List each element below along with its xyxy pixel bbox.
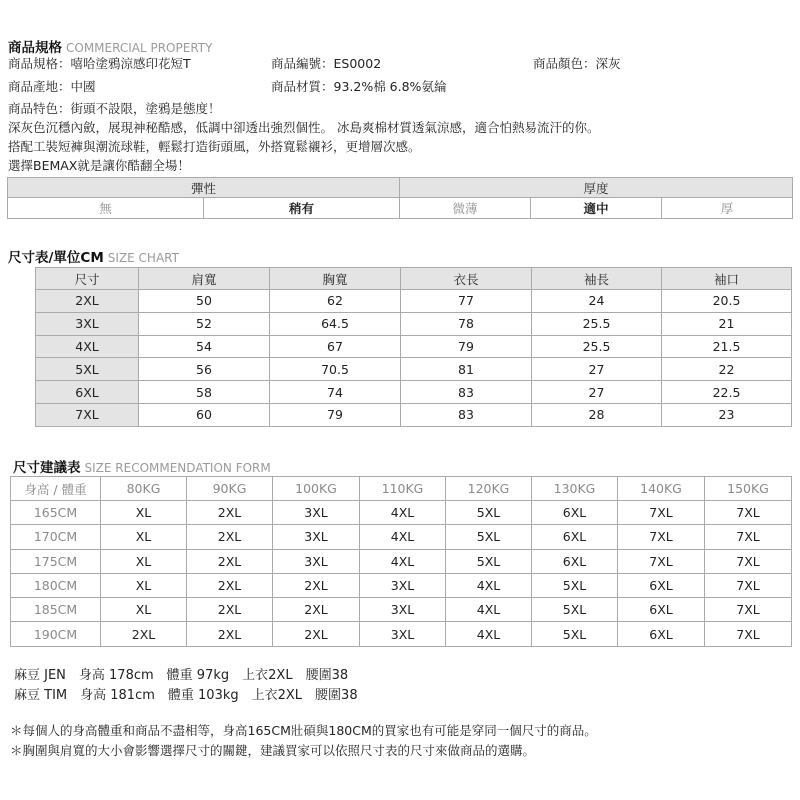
recommended-size: 2XL	[187, 573, 273, 597]
size-label: 5XL	[36, 358, 139, 381]
model-weight: 體重 103kg	[167, 688, 239, 703]
model-top: 上衣2XL	[242, 668, 293, 683]
notes	[10, 721, 597, 761]
recommend-header: 150KG	[705, 477, 792, 501]
size-chart-header: 衣長	[401, 268, 532, 290]
model-row	[14, 666, 358, 686]
property-feature: 商品特色：街頭不設限，塗鴉是態度！	[8, 101, 221, 116]
size-chart-title: 尺寸表/單位CM	[8, 250, 104, 266]
model-waist: 腰圍38	[315, 688, 358, 703]
recommended-size: 2XL	[101, 622, 187, 646]
size-value: 83	[401, 381, 532, 404]
size-value: 78	[401, 312, 532, 335]
size-chart-header: 袖長	[532, 268, 662, 290]
recommended-size: 7XL	[618, 549, 705, 573]
property-origin: 商品產地：中國	[8, 79, 96, 94]
recommended-size: 5XL	[446, 501, 532, 525]
size-chart-row	[36, 312, 792, 335]
thickness-header: 厚度	[400, 178, 793, 198]
size-value: 81	[401, 358, 532, 381]
recommend-title: 尺寸建議表	[13, 460, 81, 476]
size-value: 27	[532, 381, 662, 404]
size-chart-subtitle: SIZE CHART	[107, 251, 179, 265]
recommended-size: 2XL	[273, 622, 360, 646]
size-label: 6XL	[36, 381, 139, 404]
recommended-size: XL	[101, 501, 187, 525]
recommend-heading	[13, 456, 271, 476]
size-value: 21.5	[662, 335, 792, 358]
size-value: 54	[139, 335, 270, 358]
recommend-table	[10, 476, 792, 647]
recommended-size: 7XL	[705, 598, 792, 622]
recommended-size: 4XL	[360, 525, 446, 549]
model-row	[14, 686, 358, 706]
size-chart-row	[36, 381, 792, 404]
recommended-size: 5XL	[532, 598, 618, 622]
size-value: 27	[532, 358, 662, 381]
recommended-size: 7XL	[705, 501, 792, 525]
recommended-size: 3XL	[273, 549, 360, 573]
property-desc-2: 搭配工裝短褲與潮流球鞋，輕鬆打造街頭風，外搭寬鬆襯衫，更增層次感。	[8, 139, 421, 154]
recommend-header-row	[11, 477, 792, 501]
recommend-row	[11, 573, 792, 597]
recommended-size: 4XL	[360, 501, 446, 525]
size-value: 67	[270, 335, 401, 358]
recommend-header: 90KG	[187, 477, 273, 501]
size-label: 3XL	[36, 312, 139, 335]
model-list	[14, 666, 358, 706]
recommended-size: XL	[101, 573, 187, 597]
recommended-size: 3XL	[360, 622, 446, 646]
recommended-size: XL	[101, 525, 187, 549]
size-chart-header: 袖口	[662, 268, 792, 290]
recommended-size: 4XL	[446, 573, 532, 597]
recommended-size: 6XL	[532, 549, 618, 573]
recommended-size: 7XL	[705, 525, 792, 549]
model-height: 身高 181cm	[80, 688, 155, 703]
size-label: 7XL	[36, 403, 139, 426]
recommend-header: 100KG	[273, 477, 360, 501]
recommend-row	[11, 549, 792, 573]
recommended-size: 3XL	[360, 598, 446, 622]
thickness-option: 微薄	[400, 198, 531, 219]
recommended-size: 5XL	[532, 622, 618, 646]
size-chart-row	[36, 403, 792, 426]
recommend-row	[11, 525, 792, 549]
recommend-header: 110KG	[360, 477, 446, 501]
model-weight: 體重 97kg	[166, 668, 230, 683]
elasticity-option: 無	[8, 198, 204, 219]
property-color: 商品顏色：深灰	[533, 56, 621, 71]
size-value: 79	[401, 335, 532, 358]
property-subtitle: COMMERCIAL PROPERTY	[66, 41, 213, 55]
size-value: 50	[139, 290, 270, 313]
size-value: 56	[139, 358, 270, 381]
recommend-row	[11, 501, 792, 525]
size-value: 64.5	[270, 312, 401, 335]
recommended-size: 2XL	[187, 501, 273, 525]
property-spec: 商品規格：嘻哈塗鴉涼感印花短T	[8, 56, 191, 71]
recommended-size: 3XL	[273, 525, 360, 549]
size-chart-row	[36, 335, 792, 358]
recommend-header: 140KG	[618, 477, 705, 501]
recommended-size: 6XL	[532, 501, 618, 525]
size-value: 79	[270, 403, 401, 426]
recommended-size: 2XL	[273, 573, 360, 597]
size-chart-row	[36, 290, 792, 313]
size-value: 58	[139, 381, 270, 404]
height-label: 175CM	[11, 549, 101, 573]
size-label: 4XL	[36, 335, 139, 358]
height-label: 165CM	[11, 501, 101, 525]
note-line: ＊每個人的身高體重和商品不盡相等，身高165CM壯碩與180CM的買家也有可能是穿同一個尺寸的商品。	[10, 723, 597, 738]
size-value: 74	[270, 381, 401, 404]
recommended-size: 7XL	[618, 501, 705, 525]
property-section	[8, 36, 212, 56]
recommend-subtitle: SIZE RECOMMENDATION FORM	[84, 461, 271, 475]
thickness-option: 厚	[662, 198, 793, 219]
height-label: 185CM	[11, 598, 101, 622]
recommended-size: 5XL	[446, 525, 532, 549]
recommend-header: 身高 / 體重	[11, 477, 101, 501]
recommended-size: 6XL	[532, 525, 618, 549]
height-label: 170CM	[11, 525, 101, 549]
elasticity-header: 彈性	[8, 178, 400, 198]
property-code: 商品編號：ES0002	[271, 56, 382, 71]
size-value: 25.5	[532, 312, 662, 335]
recommended-size: 5XL	[446, 549, 532, 573]
recommended-size: 4XL	[446, 598, 532, 622]
size-value: 77	[401, 290, 532, 313]
property-title: 商品規格	[8, 40, 62, 56]
recommended-size: 2XL	[187, 525, 273, 549]
model-waist: 腰圍38	[305, 668, 349, 683]
model-name: 麻豆 JEN	[14, 668, 66, 683]
thickness-option: 適中	[531, 198, 662, 219]
recommended-size: 4XL	[446, 622, 532, 646]
size-chart-header: 肩寬	[139, 268, 270, 290]
recommended-size: 2XL	[187, 549, 273, 573]
recommend-header: 130KG	[532, 477, 618, 501]
size-value: 22	[662, 358, 792, 381]
recommended-size: 7XL	[618, 525, 705, 549]
size-value: 23	[662, 403, 792, 426]
height-label: 180CM	[11, 573, 101, 597]
size-value: 83	[401, 403, 532, 426]
recommend-header: 120KG	[446, 477, 532, 501]
recommended-size: 3XL	[273, 501, 360, 525]
recommend-header: 80KG	[101, 477, 187, 501]
size-chart-header: 尺寸	[36, 268, 139, 290]
size-value: 62	[270, 290, 401, 313]
size-label: 2XL	[36, 290, 139, 313]
fabric-table	[7, 177, 793, 219]
size-value: 21	[662, 312, 792, 335]
recommended-size: XL	[101, 598, 187, 622]
recommended-size: 6XL	[618, 573, 705, 597]
size-value: 70.5	[270, 358, 401, 381]
property-desc-3: 選擇BEMAX就是讓你酷翻全場！	[8, 158, 190, 173]
recommended-size: 6XL	[618, 622, 705, 646]
size-value: 60	[139, 403, 270, 426]
model-name: 麻豆 TIM	[14, 688, 68, 703]
recommend-row	[11, 598, 792, 622]
recommended-size: 2XL	[187, 622, 273, 646]
property-material: 商品材質：93.2%棉 6.8%氨綸	[271, 79, 447, 94]
recommended-size: 7XL	[705, 549, 792, 573]
height-label: 190CM	[11, 622, 101, 646]
size-chart-header-row	[36, 268, 792, 290]
property-desc-1: 深灰色沉穩內斂，展現神秘酷感，低調中卻透出強烈個性。 冰島爽棉材質透氣涼感，適合怕熱易流汗的你。	[8, 120, 600, 135]
note-line: ＊胸圍與肩寬的大小會影響選擇尺寸的關鍵，建議買家可以依照尺寸表的尺寸來做商品的選購。	[10, 743, 536, 758]
size-chart-row	[36, 358, 792, 381]
size-chart-header: 胸寬	[270, 268, 401, 290]
recommended-size: 3XL	[360, 573, 446, 597]
recommended-size: 6XL	[618, 598, 705, 622]
recommended-size: 2XL	[187, 598, 273, 622]
size-value: 22.5	[662, 381, 792, 404]
size-chart-table	[35, 267, 792, 427]
elasticity-option: 稍有	[204, 198, 400, 219]
size-value: 52	[139, 312, 270, 335]
recommended-size: 7XL	[705, 622, 792, 646]
model-height: 身高 178cm	[78, 668, 154, 683]
size-value: 24	[532, 290, 662, 313]
size-chart-heading	[8, 246, 179, 266]
recommended-size: 4XL	[360, 549, 446, 573]
recommended-size: 5XL	[532, 573, 618, 597]
size-value: 25.5	[532, 335, 662, 358]
size-value: 20.5	[662, 290, 792, 313]
recommended-size: XL	[101, 549, 187, 573]
recommended-size: 7XL	[705, 573, 792, 597]
recommended-size: 2XL	[273, 598, 360, 622]
size-value: 28	[532, 403, 662, 426]
model-top: 上衣2XL	[251, 688, 303, 703]
recommend-row	[11, 622, 792, 646]
